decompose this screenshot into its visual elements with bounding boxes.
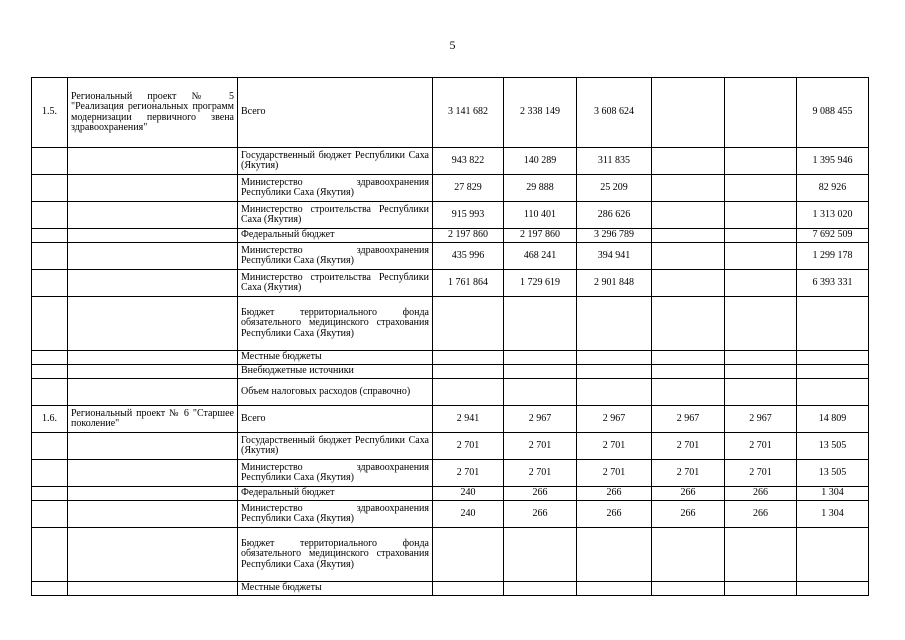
funding-source-cell: Министерство строительства Республики Саха (Якутия) — [238, 202, 433, 229]
value-cell — [725, 175, 797, 202]
value-cell: 266 — [504, 501, 577, 528]
value-cell — [652, 351, 725, 365]
value-cell: 2 701 — [652, 433, 725, 460]
value-cell — [577, 528, 652, 582]
value-cell — [433, 351, 504, 365]
value-cell: 2 701 — [577, 460, 652, 487]
table-row — [32, 406, 869, 433]
project-name-cell — [68, 297, 238, 351]
value-cell — [433, 379, 504, 406]
total-value-cell: 1 299 178 — [797, 243, 869, 270]
row-number-cell — [32, 229, 68, 243]
value-cell: 435 996 — [433, 243, 504, 270]
row-number-cell — [32, 582, 68, 596]
value-cell — [433, 365, 504, 379]
row-number-cell — [32, 243, 68, 270]
value-cell: 3 608 624 — [577, 78, 652, 148]
value-cell: 29 888 — [504, 175, 577, 202]
funding-source-cell: Министерство здравоохранения Республики Саха (Якутия) — [238, 175, 433, 202]
value-cell: 2 338 149 — [504, 78, 577, 148]
value-cell — [725, 582, 797, 596]
row-number-cell — [32, 270, 68, 297]
value-cell: 266 — [725, 487, 797, 501]
project-name-cell — [68, 582, 238, 596]
table-row — [32, 175, 869, 202]
project-name-cell — [68, 528, 238, 582]
value-cell — [652, 243, 725, 270]
value-cell — [577, 365, 652, 379]
table-row — [32, 78, 869, 148]
value-cell: 2 197 860 — [433, 229, 504, 243]
funding-source-cell: Бюджет территориального фонда обязательного медицинского страхования Республики Саха (Якутия) — [238, 528, 433, 582]
table-row — [32, 582, 869, 596]
table-row — [32, 297, 869, 351]
total-value-cell: 13 505 — [797, 460, 869, 487]
total-value-cell: 13 505 — [797, 433, 869, 460]
value-cell — [652, 582, 725, 596]
project-name-cell — [68, 243, 238, 270]
funding-source-cell: Министерство здравоохранения Республики Саха (Якутия) — [238, 243, 433, 270]
row-number-cell — [32, 351, 68, 365]
funding-source-cell: Министерство строительства Республики Саха (Якутия) — [238, 270, 433, 297]
project-name-cell — [68, 460, 238, 487]
row-number-cell: 1.6. — [32, 406, 68, 433]
total-value-cell — [797, 351, 869, 365]
row-number-cell — [32, 175, 68, 202]
value-cell: 2 701 — [725, 460, 797, 487]
table-row — [32, 243, 869, 270]
value-cell: 25 209 — [577, 175, 652, 202]
value-cell — [652, 528, 725, 582]
row-number-cell — [32, 528, 68, 582]
table-row — [32, 379, 869, 406]
value-cell — [504, 379, 577, 406]
value-cell: 27 829 — [433, 175, 504, 202]
value-cell — [652, 78, 725, 148]
value-cell: 2 701 — [652, 460, 725, 487]
row-number-cell — [32, 501, 68, 528]
value-cell: 2 967 — [725, 406, 797, 433]
value-cell — [577, 379, 652, 406]
value-cell — [504, 297, 577, 351]
value-cell: 286 626 — [577, 202, 652, 229]
value-cell: 1 729 619 — [504, 270, 577, 297]
value-cell: 2 701 — [577, 433, 652, 460]
total-value-cell: 9 088 455 — [797, 78, 869, 148]
funding-source-cell: Внебюджетные источники — [238, 365, 433, 379]
project-name-cell — [68, 202, 238, 229]
value-cell — [652, 365, 725, 379]
total-value-cell: 7 692 509 — [797, 229, 869, 243]
funding-source-cell: Федеральный бюджет — [238, 487, 433, 501]
value-cell: 2 967 — [577, 406, 652, 433]
value-cell: 3 296 789 — [577, 229, 652, 243]
project-name-cell — [68, 229, 238, 243]
value-cell — [504, 365, 577, 379]
row-number-cell — [32, 148, 68, 175]
value-cell: 266 — [577, 487, 652, 501]
value-cell — [725, 78, 797, 148]
table-body — [32, 78, 869, 596]
funding-source-cell: Министерство здравоохранения Республики Саха (Якутия) — [238, 501, 433, 528]
funding-source-cell: Государственный бюджет Республики Саха (Якутия) — [238, 148, 433, 175]
value-cell — [652, 202, 725, 229]
row-number-cell — [32, 365, 68, 379]
value-cell: 915 993 — [433, 202, 504, 229]
value-cell — [504, 528, 577, 582]
table-row — [32, 433, 869, 460]
funding-source-cell: Всего — [238, 406, 433, 433]
value-cell: 394 941 — [577, 243, 652, 270]
value-cell: 943 822 — [433, 148, 504, 175]
budget-table — [31, 77, 869, 596]
value-cell — [433, 582, 504, 596]
total-value-cell: 6 393 331 — [797, 270, 869, 297]
value-cell: 1 761 864 — [433, 270, 504, 297]
value-cell: 2 701 — [504, 460, 577, 487]
value-cell: 468 241 — [504, 243, 577, 270]
funding-source-cell: Министерство здравоохранения Республики Саха (Якутия) — [238, 460, 433, 487]
table-row — [32, 148, 869, 175]
value-cell: 110 401 — [504, 202, 577, 229]
table-row — [32, 365, 869, 379]
value-cell: 266 — [577, 501, 652, 528]
value-cell — [652, 379, 725, 406]
project-name-cell — [68, 175, 238, 202]
value-cell: 266 — [725, 501, 797, 528]
project-name-cell: Региональный проект № 6 "Старшее поколение" — [68, 406, 238, 433]
total-value-cell: 1 313 020 — [797, 202, 869, 229]
value-cell — [577, 351, 652, 365]
project-name-cell — [68, 148, 238, 175]
value-cell — [725, 148, 797, 175]
value-cell: 2 701 — [504, 433, 577, 460]
table-row — [32, 270, 869, 297]
value-cell — [725, 202, 797, 229]
value-cell — [725, 365, 797, 379]
value-cell — [433, 528, 504, 582]
row-number-cell — [32, 487, 68, 501]
value-cell: 266 — [504, 487, 577, 501]
total-value-cell: 14 809 — [797, 406, 869, 433]
value-cell — [652, 297, 725, 351]
value-cell — [577, 297, 652, 351]
value-cell: 2 941 — [433, 406, 504, 433]
project-name-cell — [68, 365, 238, 379]
value-cell: 2 967 — [504, 406, 577, 433]
value-cell — [652, 148, 725, 175]
table-row — [32, 487, 869, 501]
row-number-cell — [32, 460, 68, 487]
funding-source-cell: Государственный бюджет Республики Саха (Якутия) — [238, 433, 433, 460]
project-name-cell — [68, 487, 238, 501]
project-name-cell — [68, 379, 238, 406]
value-cell: 240 — [433, 501, 504, 528]
value-cell — [652, 175, 725, 202]
project-name-cell — [68, 433, 238, 460]
value-cell — [725, 379, 797, 406]
value-cell — [725, 297, 797, 351]
value-cell — [504, 351, 577, 365]
value-cell: 2 701 — [725, 433, 797, 460]
total-value-cell: 1 304 — [797, 487, 869, 501]
funding-source-cell: Объем налоговых расходов (справочно) — [238, 379, 433, 406]
total-value-cell — [797, 582, 869, 596]
value-cell — [725, 528, 797, 582]
project-name-cell: Региональный проект № 5 "Реализация региональных программ модернизации первичного звена здравоохранения" — [68, 78, 238, 148]
value-cell: 311 835 — [577, 148, 652, 175]
value-cell: 2 197 860 — [504, 229, 577, 243]
value-cell — [725, 351, 797, 365]
table-row — [32, 351, 869, 365]
page-number: 5 — [449, 38, 456, 52]
row-number-cell — [32, 379, 68, 406]
value-cell — [577, 582, 652, 596]
total-value-cell: 1 395 946 — [797, 148, 869, 175]
table-row — [32, 460, 869, 487]
value-cell: 240 — [433, 487, 504, 501]
value-cell — [725, 243, 797, 270]
value-cell: 2 701 — [433, 433, 504, 460]
value-cell: 2 701 — [433, 460, 504, 487]
table-row — [32, 501, 869, 528]
row-number-cell — [32, 433, 68, 460]
funding-source-cell: Бюджет территориального фонда обязательного медицинского страхования Республики Саха (Якутия) — [238, 297, 433, 351]
value-cell — [652, 229, 725, 243]
row-number-cell — [32, 297, 68, 351]
project-name-cell — [68, 501, 238, 528]
total-value-cell: 82 926 — [797, 175, 869, 202]
total-value-cell — [797, 528, 869, 582]
value-cell — [652, 270, 725, 297]
value-cell — [504, 582, 577, 596]
funding-source-cell: Всего — [238, 78, 433, 148]
value-cell: 266 — [652, 487, 725, 501]
value-cell: 266 — [652, 501, 725, 528]
table-row — [32, 202, 869, 229]
total-value-cell — [797, 297, 869, 351]
row-number-cell — [32, 202, 68, 229]
value-cell — [725, 229, 797, 243]
table-row — [32, 229, 869, 243]
project-name-cell — [68, 270, 238, 297]
row-number-cell: 1.5. — [32, 78, 68, 148]
value-cell: 140 289 — [504, 148, 577, 175]
value-cell — [725, 270, 797, 297]
value-cell: 2 967 — [652, 406, 725, 433]
funding-source-cell: Местные бюджеты — [238, 351, 433, 365]
value-cell — [433, 297, 504, 351]
total-value-cell — [797, 379, 869, 406]
project-name-cell — [68, 351, 238, 365]
funding-source-cell: Федеральный бюджет — [238, 229, 433, 243]
total-value-cell — [797, 365, 869, 379]
funding-source-cell: Местные бюджеты — [238, 582, 433, 596]
value-cell: 3 141 682 — [433, 78, 504, 148]
value-cell: 2 901 848 — [577, 270, 652, 297]
table-row — [32, 528, 869, 582]
total-value-cell: 1 304 — [797, 501, 869, 528]
